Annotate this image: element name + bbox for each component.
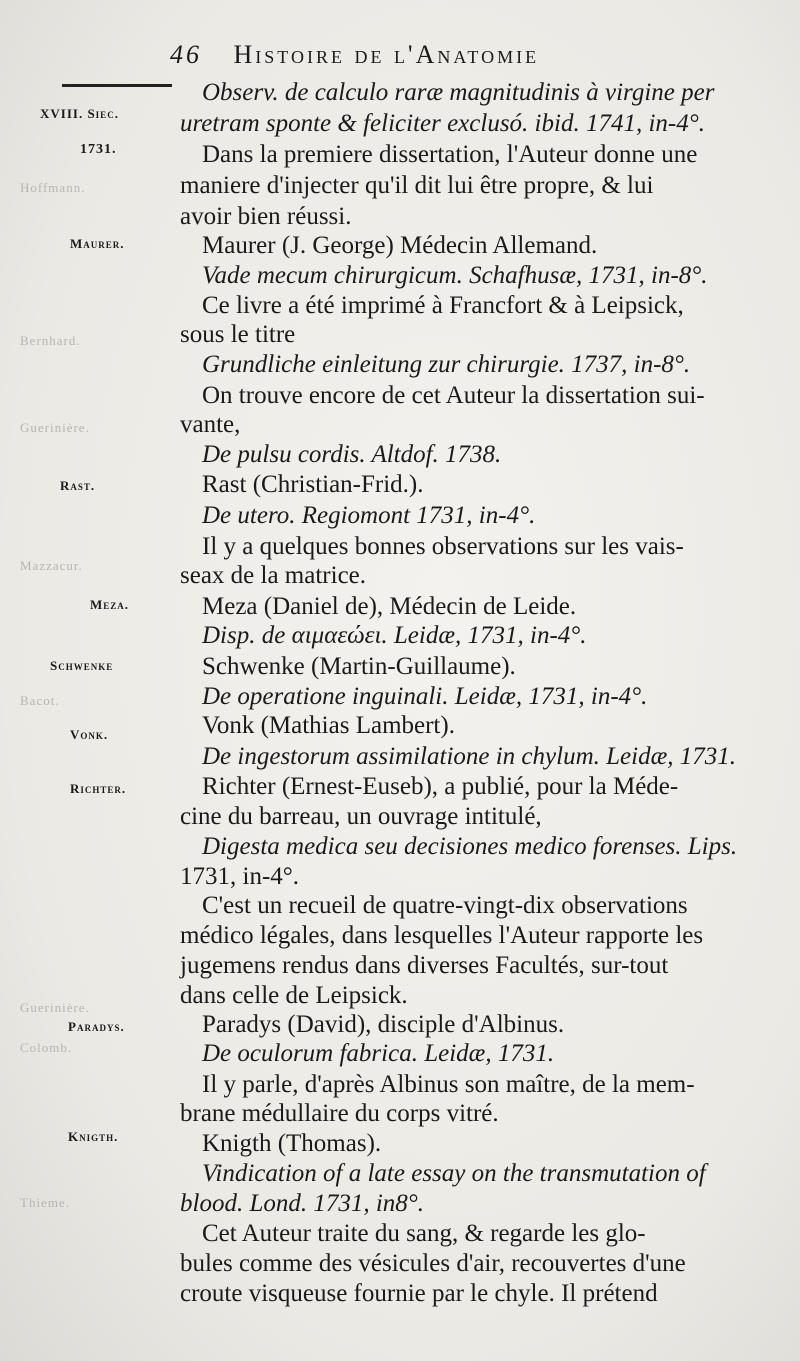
page-number: 46 bbox=[170, 40, 202, 69]
text-line: Knigth (Thomas). bbox=[202, 1130, 382, 1157]
text-line: Grundliche einleitung zur chirurgie. 1737, in-8°. bbox=[202, 351, 691, 378]
text-line: Richter (Ernest-Euseb), a publié, pour la Méde- bbox=[202, 773, 679, 800]
text-line: cine du barreau, un ouvrage intitulé, bbox=[180, 803, 542, 830]
text-line: croute visqueuse fournie par le chyle. Il prétend bbox=[180, 1280, 658, 1307]
margin-name-maurer: Maurer. bbox=[70, 236, 125, 251]
text-line: maniere d'injecter qu'il dit lui être propre, & lui bbox=[180, 172, 654, 199]
running-header bbox=[170, 40, 770, 70]
margin-name-schwenke: Schwenke bbox=[50, 658, 114, 673]
ghost-margin-note: Guerinière. bbox=[20, 1000, 90, 1015]
text-line: C'est un recueil de quatre-vingt-dix observations bbox=[202, 892, 688, 919]
text-line: De operatione inguinali. Leidæ, 1731, in-4°. bbox=[202, 683, 648, 710]
text-line: On trouve encore de cet Auteur la dissertation sui- bbox=[202, 382, 705, 409]
margin-year: 1731. bbox=[80, 142, 117, 157]
text-line: uretram sponte & feliciter exclusó. ibid. 1741, in-4°. bbox=[180, 110, 705, 137]
margin-name-vonk: Vonk. bbox=[70, 727, 109, 742]
text-line: Meza (Daniel de), Médecin de Leide. bbox=[202, 593, 577, 620]
text-line: Schwenke (Martin-Guillaume). bbox=[202, 653, 516, 680]
ghost-margin-note: Bernhard. bbox=[20, 333, 81, 348]
margin-name-paradys: Paradys. bbox=[68, 1019, 125, 1034]
text-line: vante, bbox=[180, 411, 241, 438]
text-line: bules comme des vésicules d'air, recouvertes d'une bbox=[180, 1250, 686, 1277]
text-line: Rast (Christian-Frid.). bbox=[202, 471, 424, 498]
text-line: dans celle de Leipsick. bbox=[180, 982, 408, 1009]
text-line: brane médullaire du corps vitré. bbox=[180, 1100, 499, 1127]
ghost-margin-note: Colomb. bbox=[20, 1040, 73, 1055]
margin-name-richter: Richter. bbox=[70, 781, 127, 796]
ghost-margin-note: Bacot. bbox=[20, 693, 60, 708]
text-line: De ingestorum assimilatione in chylum. Leidæ, 1731. bbox=[202, 743, 736, 770]
text-line: jugemens rendus dans diverses Facultés, sur-tout bbox=[180, 952, 669, 979]
text-line: Il y parle, d'après Albinus son maître, de la mem- bbox=[202, 1071, 695, 1098]
running-title: Histoire de l'Anatomie bbox=[233, 40, 540, 69]
text-line: médico légales, dans lesquelles l'Auteur rapporte les bbox=[180, 922, 704, 949]
text-line: Il y a quelques bonnes observations sur les vais- bbox=[202, 533, 684, 560]
text-line: Paradys (David), disciple d'Albinus. bbox=[202, 1011, 565, 1038]
header-rule bbox=[62, 84, 172, 87]
ghost-margin-note: Guerinière. bbox=[20, 420, 90, 435]
text-line: Digesta medica seu decisiones medico forenses. Lips. bbox=[202, 833, 738, 860]
text-line: sous le titre bbox=[180, 321, 296, 348]
text-line: Vonk (Mathias Lambert). bbox=[202, 712, 455, 739]
text-line: Cet Auteur traite du sang, & regarde les glo- bbox=[202, 1220, 646, 1247]
margin-name-rast: Rast. bbox=[60, 478, 96, 493]
text-line: Maurer (J. George) Médecin Allemand. bbox=[202, 232, 598, 259]
ghost-margin-note: Mazzacur. bbox=[20, 558, 83, 573]
text-line: 1731, in-4°. bbox=[180, 863, 300, 890]
margin-name-knigth: Knigth. bbox=[68, 1129, 119, 1144]
text-line: seax de la matrice. bbox=[180, 562, 367, 589]
margin-name-meza: Meza. bbox=[90, 597, 130, 612]
text-line: Vindication of a late essay on the transmutation of bbox=[202, 1160, 706, 1187]
text-line: De pulsu cordis. Altdof. 1738. bbox=[202, 441, 502, 468]
text-line: blood. Lond. 1731, in8°. bbox=[180, 1190, 425, 1217]
text-line: De oculorum fabrica. Leidæ, 1731. bbox=[202, 1040, 555, 1067]
text-line: De utero. Regiomont 1731, in-4°. bbox=[202, 502, 536, 529]
ghost-margin-note: Thieme. bbox=[20, 1195, 70, 1210]
margin-century: XVIII. Siec. bbox=[40, 106, 119, 121]
ghost-margin-note: Hoffmann. bbox=[20, 180, 86, 195]
text-line: Vade mecum chirurgicum. Schafhusæ, 1731, in-8°. bbox=[202, 262, 708, 289]
text-line: Observ. de calculo raræ magnitudinis à virgine per bbox=[202, 79, 715, 106]
text-line: Ce livre a été imprimé à Francfort & à Leipsick, bbox=[202, 292, 684, 319]
text-line: Dans la premiere dissertation, l'Auteur donne une bbox=[202, 141, 698, 168]
text-line: Disp. de αιμαεώει. Leidæ, 1731, in-4°. bbox=[202, 622, 587, 649]
text-line: avoir bien réussi. bbox=[180, 203, 352, 230]
